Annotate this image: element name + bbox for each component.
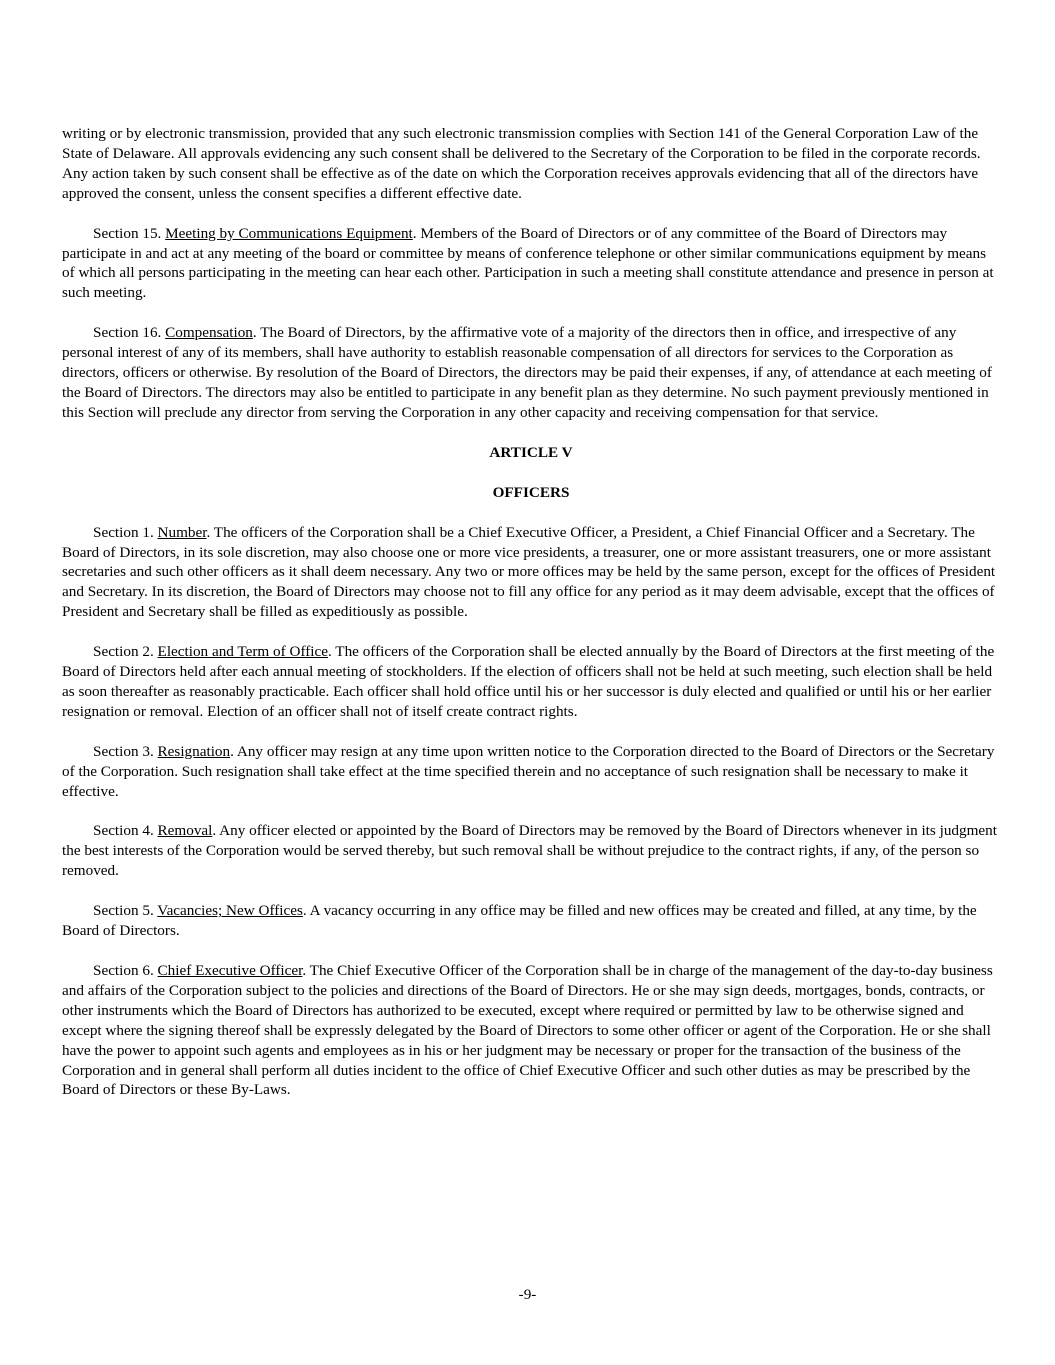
section-5-body: . A vacancy occurring in any office may be filled and new offices may be created and filled, at any time, by the Board of Directors. [62,902,977,940]
paragraph-section-14-continued: writing or by electronic transmission, provided that any such electronic transmission complies with Section 141 of the General Corporation Law of the State of Delaware. All approvals evidencing any such consent shall be delivered to the Secretary of the Corporation to be filed in the corporate records. Any action taken by such consent shall be effective as of the date on which the Corporation receives approvals evidencing that all of the directors have approved the consent, unless the consent specifies a different effective date. [62,125,981,202]
section-16-label: Section 16. [93,324,162,342]
paragraph-officers-section-2 [62,642,1000,722]
section-3-label: Section 3. [93,742,154,760]
page-number: -9- [518,1286,537,1303]
section-4-body: . Any officer elected or appointed by the Board of Directors may be removed by the Board of Directors whenever in its judgment the best interests of the Corporation would be served thereby, but such removal shall be without prejudice to the contract rights, if any, of the person so removed. [62,822,997,880]
document-page [62,124,1000,1120]
section-15-title: Meeting by Communications Equipment [165,224,413,242]
section-15-label: Section 15. [93,224,162,242]
section-1-body: . The officers of the Corporation shall be a Chief Executive Officer, a President, a Chief Financial Officer and a Secretary. The Board of Directors, in its sole discretion, may also choose one or more vice presidents, a treasurer, one or more assistant treasurers, one or more assistant secretaries and such other officers as it shall deem necessary. Any two or more offices may be held by the same person, except for the offices of President and Secretary. In its discretion, the Board of Directors may choose not to fill any office for any period as it may deem advisable, except that the offices of President and Secretary shall be filled as expeditiously as possible. [62,523,996,621]
paragraph-section-16 [62,323,1000,423]
section-6-label: Section 6. [93,962,154,979]
section-5-label: Section 5. [93,902,154,920]
section-5-title: Vacancies; New Offices [157,902,303,920]
section-6-body: . The Chief Executive Officer of the Corporation shall be in charge of the management of the day-to-day business and affairs of the Corporation subject to the policies and directions of the Board of Directors. He or she may sign deeds, mortgages, bonds, contracts, or other instruments which the Board of Directors has authorized to be executed, except where required or permitted by law to be otherwise signed and except where the signing thereof shall be expressly delegated by the Board of Directors to some other officer or agent of the Corporation. He or she shall have the power to appoint such agents and employees as in his or her judgment may be necessary or proper for the transaction of the business of the Corporation and in general shall perform all duties incident to the office of Chief Executive Officer and such other duties as may be prescribed by the Board of Directors or these By-Laws. [62,962,993,1099]
section-4-title: Removal [157,822,213,840]
paragraph-officers-section-3 [62,742,1000,802]
section-2-body: . The officers of the Corporation shall be elected annually by the Board of Directors at the first meeting of the Board of Directors held after each annual meeting of stockholders. If the election of officers shall not be held at such meeting, such election shall be held as soon thereafter as reasonably practicable. Each officer shall hold office until his or her successor is duly elected and qualified or until his or her earlier resignation or removal. Election of an officer shall not of itself create contract rights. [62,643,995,720]
section-1-label: Section 1. [93,523,154,541]
section-4-label: Section 4. [93,822,154,840]
section-2-title: Election and Term of Office [157,643,328,661]
section-2-label: Section 2. [93,643,154,661]
article-number-heading: ARTICLE V [489,443,573,461]
paragraph-officers-section-6 [62,961,1000,1100]
section-16-body: . The Board of Directors, by the affirmative vote of a majority of the directors then in office, and irrespective of any personal interest of any of its members, shall have authority to establish reasonable compensation of all directors for services to the Corporation as directors, officers or otherwise. By resolution of the Board of Directors, the directors may be paid their expenses, if any, of attendance at each meeting of the Board of Directors. The directors may also be entitled to participate in any benefit plan as they determine. No such payment previously mentioned in this Section will preclude any director from serving the Corporation in any other capacity and receiving compensation for that service. [62,324,992,421]
section-15-body: . Members of the Board of Directors or of any committee of the Board of Directors may participate in and act at any meeting of the board or committee by means of conference telephone or other similar communications equipment by means of which all persons participating in the meeting can hear each other. Participation in such a meeting shall constitute attendance and presence in person at such meeting. [62,224,994,302]
paragraph-section-15 [62,224,1000,304]
section-3-title: Resignation [157,742,231,760]
section-16-title: Compensation [165,324,253,342]
section-6-title: Chief Executive Officer [157,962,303,979]
paragraph-officers-section-5 [62,901,1000,941]
section-3-body: . Any officer may resign at any time upon written notice to the Corporation directed to the Board of Directors or the Secretary of the Corporation. Such resignation shall take effect at the time specified therein and no acceptance of such resignation shall be necessary to make it effective. [62,742,995,800]
paragraph-officers-section-4 [62,821,1000,881]
paragraph-officers-section-1 [62,523,1000,623]
article-title-heading: OFFICERS [492,483,570,501]
section-1-title: Number [157,523,207,541]
